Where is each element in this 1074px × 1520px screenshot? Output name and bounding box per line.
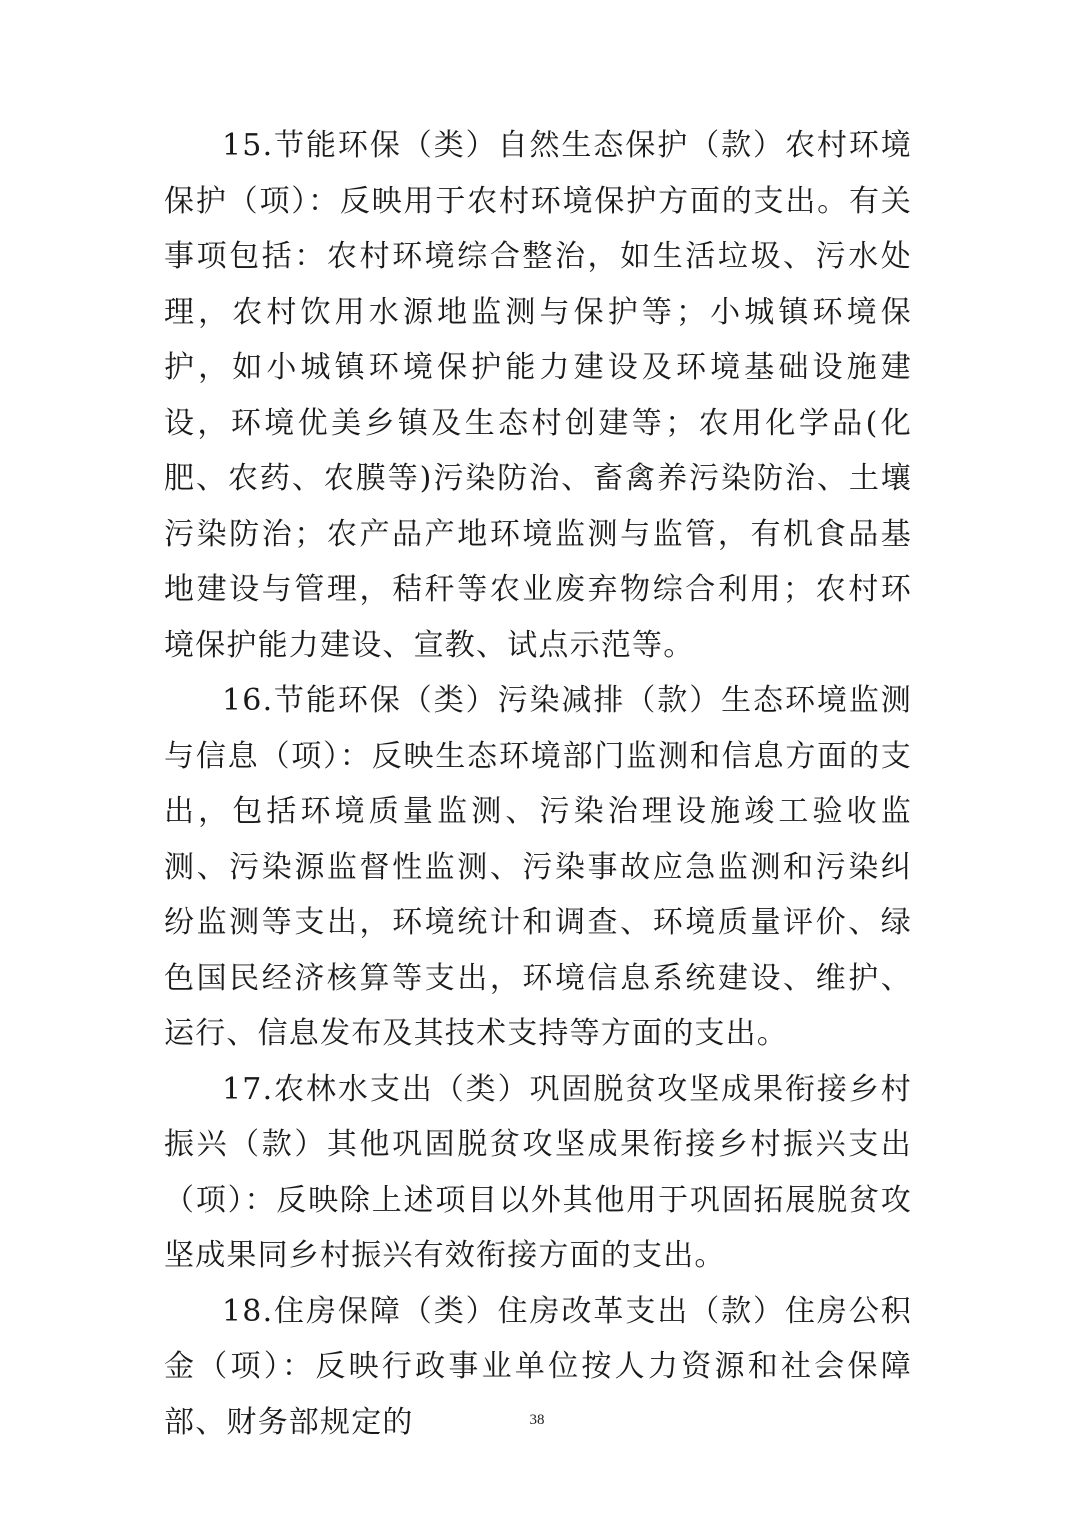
paragraph-16: 16.节能环保（类）污染减排（款）生态环境监测与信息（项）：反映生态环境部门监测和信息方面的支出，包括环境质量监测、污染治理设施竣工验收监测、污染源监督性监测、污染事故应急监测和污染纠纷监测等支出，环境统计和调查、环境质量评价、绿色国民经济核算等支出，环境信息系统建设、维护、运行、信息发布及其技术支持等方面的支出。: [164, 683, 912, 1051]
paragraph-15: 15.节能环保（类）自然生态保护（款）农村环境保护（项）：反映用于农村环境保护方面的支出。有关事项包括：农村环境综合整治，如生活垃圾、污水处理，农村饮用水源地监测与保护等；小城镇环境保护，如小城镇环境保护能力建设及环境基础设施建设，环境优美乡镇及生态村创建等；农用化学品(化肥、农药、农膜等)污染防治、畜禽养污染防治、土壤污染防治；农产品产地环境监测与监管，有机食品基地建设与管理，秸秆等农业废弃物综合利用；农村环境保护能力建设、宣教、试点示范等。: [164, 128, 912, 663]
paragraph-18: 18.住房保障（类）住房改革支出（款）住房公积金（项）：反映行政事业单位按人力资源和社会保障部、财务部规定的: [164, 1293, 912, 1440]
paragraph-17: 17.农林水支出（类）巩固脱贫攻坚成果衔接乡村振兴（款）其他巩固脱贫攻坚成果衔接乡村振兴支出（项）：反映除上述项目以外其他用于巩固拓展脱贫攻坚成果同乡村振兴有效衔接方面的支出。: [164, 1071, 912, 1273]
body-text: [164, 118, 912, 1450]
page-number: 38: [529, 1412, 545, 1428]
